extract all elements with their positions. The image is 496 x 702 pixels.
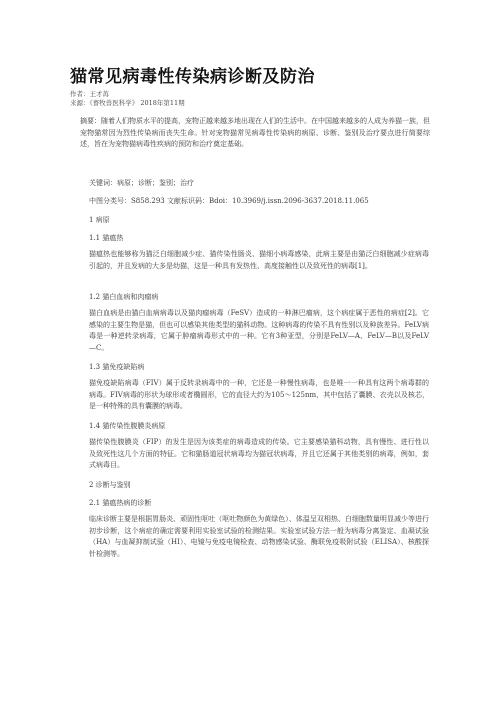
section-heading: 1.2 猫白血病和肉瘤病 bbox=[89, 293, 159, 301]
section-paragraph: 猫免疫缺陷病毒（FIV）属于反转录病毒中的一种，它还是一种慢性病毒，也是唯一一种具有这两个病毒群的病毒。FIV病毒的形状为球形或者椭圆形，它的直径大约为105～125nm，其中包括了囊膜、衣壳以及核芯，是一种特殊的具有囊膜的病毒。 bbox=[89, 379, 429, 411]
section-heading: 1 病原 bbox=[89, 216, 110, 224]
section-paragraph: 猫白血病是由猫白血病病毒以及猫肉瘤病毒（FeSV）造成的一种淋巴瘤病，这个病症属于恶性的病症[2]。它感染的主要生物是猫，但也可以感染其他类型的猫科动物。这种病毒的传染不具有性别以及种族差异。FeLV病毒是一种逆转录病毒，它属于肿瘤病毒形式中的一种。它有3种亚型，分别是FeLV—A、FeLV—B以及FeLV—C。 bbox=[89, 309, 429, 352]
section-paragraph: 猫传染性腹膜炎（FIP）的发生是因为该类症的病毒造成的传染。它主要感染猫科动物，具有慢性、进行性以及致死性这几个方面的特征。它和猫肠道冠状病毒均为猫冠状病毒，并且它还属于其他类别的病毒，例如，套式病毒目。 bbox=[89, 438, 429, 470]
section-paragraph: 临床诊断主要是根据胃肠炎、顽固性呕吐（呕吐物颜色为黄绿色）、体温呈双相热、白细胞数量明显减少等进行初步诊断，这个病症的确定需要利用实验室试验的检测结果。实验室试验方法一般为病毒分离鉴定、血凝试验（HA）与血凝抑制试验（HI）、电镜与免疫电镜检查、动物感染试验、酶联免疫吸附试验（ELISA）、核酸探针检测等。 bbox=[89, 515, 429, 558]
section-paragraph: 猫瘟热也能够称为猫泛白细胞减少症、猫传染性肠炎、猫细小病毒感染，此病主要是由猫泛白细胞减少症病毒引起的，并且发病的大多是幼猫，这是一种具有发热性、高度接触性以及致死性的病毒[1]。 bbox=[89, 250, 429, 270]
classification: 中图分类号：S858.293 文献标识码：Bdoi：10.3969/j.issn.2096-3637.2018.11.065 bbox=[89, 197, 369, 205]
source-line: 来源：《畜牧兽医科学》 2018年第11期 bbox=[70, 99, 185, 107]
section-heading: 1.1 猫瘟热 bbox=[89, 234, 124, 242]
section-heading: 1.3 猫免疫缺陷病 bbox=[89, 363, 145, 371]
abstract: 摘要：随着人们物质水平的提高，宠物正越来越多地出现在人们的生活中。在中国越来越多的人成为养猫一族，但宠物猫常因为烈性传染病而丧失生命。针对宠物猫常见病毒性传染病的病原、诊断、鉴别及治疗要点进行简要综述，旨在为宠物猫病毒性疾病的预防和治疗奠定基础。 bbox=[80, 117, 430, 149]
author-line: 作者：王才苒 bbox=[70, 90, 109, 98]
section-heading: 2 诊断与鉴别 bbox=[89, 481, 131, 489]
section-heading: 2.1 猫瘟热病的诊断 bbox=[89, 499, 152, 507]
section-heading: 1.4 猫传染性腹膜炎病原 bbox=[89, 422, 166, 430]
article-title: 猫常见病毒性传染病诊断及防治 bbox=[70, 67, 315, 87]
keywords: 关键词：病原；诊断；鉴别；治疗 bbox=[89, 179, 194, 187]
